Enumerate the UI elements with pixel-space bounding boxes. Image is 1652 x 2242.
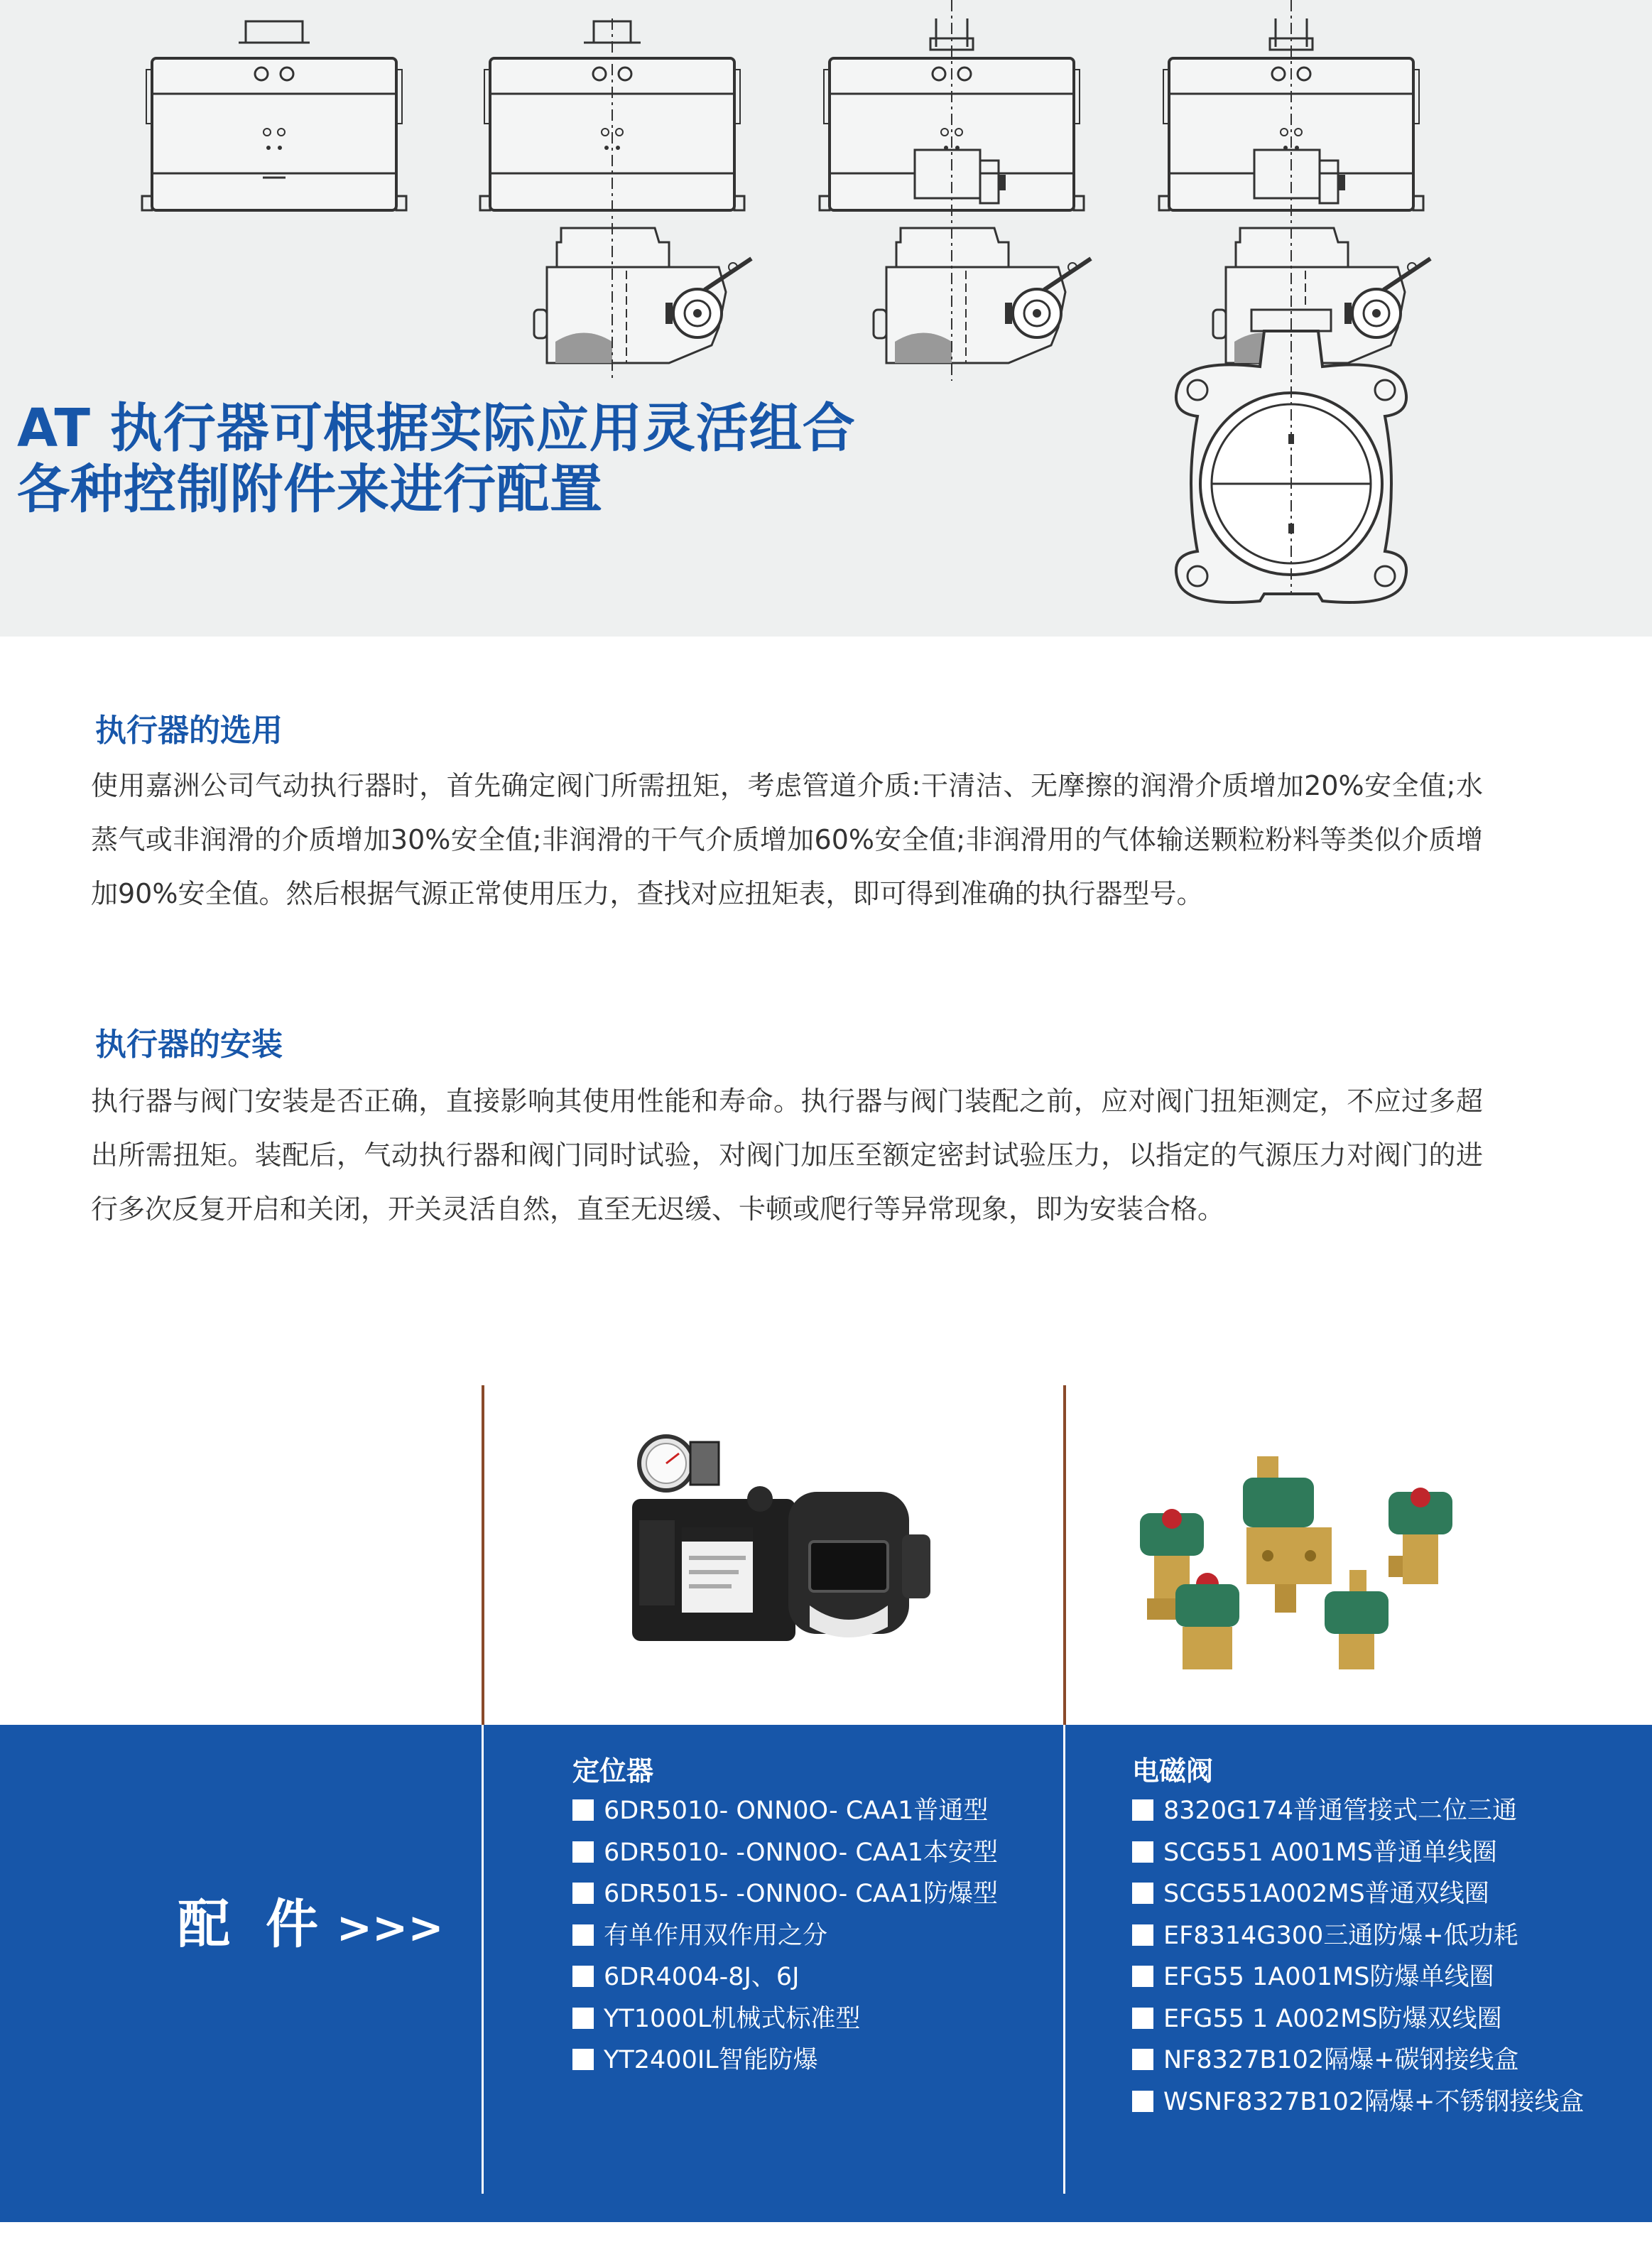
- list-item: [1132, 1790, 1584, 1832]
- accessories-arrows: >>>: [336, 1903, 444, 1953]
- list-item: [572, 1790, 998, 1832]
- list-item: [1132, 1998, 1584, 2040]
- actuator-drawing-2: [480, 18, 751, 381]
- list-item: [572, 1998, 998, 2040]
- bullet-square-icon: [1132, 2008, 1153, 2029]
- bullet-square-icon: [1132, 1841, 1153, 1863]
- list-item-text: NF8327B102隔爆+碳钢接线盒: [1163, 2046, 1519, 2074]
- list-item: [1132, 2081, 1584, 2123]
- actuator-drawing-4: [1159, 0, 1430, 602]
- actuator-drawing-3: [820, 0, 1091, 381]
- headline-line-1: AT 执行器可根据实际应用灵活组合: [17, 398, 856, 459]
- divider-left-band: [482, 1725, 484, 2194]
- list-item: [572, 1832, 998, 1874]
- section-body-selection: 使用嘉洲公司气动执行器时，首先确定阀门所需扭矩，考虑管道介质:干清洁、无摩擦的润滑介质增加20%安全值;水蒸气或非润滑的介质增加30%安全值;非润滑的干气介质增加60%安全值;非润滑用的气体输送颗粒粉料等类似介质增加90%安全值。然后根据气源正常使用压力，查找对应扭矩表，即可得到准确的执行器型号。: [91, 770, 1483, 909]
- accessories-label-char-1: 配: [178, 1894, 230, 1955]
- bullet-square-icon: [572, 1799, 594, 1821]
- list-item: [572, 1873, 998, 1915]
- list-item-text: EFG55 1A001MS防爆单线圈: [1163, 1963, 1494, 1991]
- list-item-text: 6DR5010- -ONN0O- CAA1本安型: [604, 1838, 998, 1867]
- list-item-text: SCG551 A001MS普通单线圈: [1163, 1838, 1497, 1867]
- list-item: [1132, 1915, 1584, 1957]
- list-item: [1132, 1873, 1584, 1915]
- actuator-drawing-1: [142, 21, 406, 210]
- list-item-text: SCG551A002MS普通双线圈: [1163, 1880, 1489, 1908]
- accessories-label: [178, 1883, 444, 1958]
- list-item: [572, 1956, 998, 1998]
- positioner-title: 定位器: [572, 1755, 654, 1787]
- list-item: [1132, 1832, 1584, 1874]
- headline: [17, 398, 856, 520]
- divider-right-band: [1063, 1725, 1065, 2194]
- list-item-text: 有单作用双作用之分: [604, 1921, 828, 1950]
- list-item-text: WSNF8327B102隔爆+不锈钢接线盒: [1163, 2087, 1585, 2116]
- section-body-installation: 执行器与阀门安装是否正确，直接影响其使用性能和寿命。执行器与阀门装配之前，应对阀门扭矩测定，不应过多超出所需扭矩。装配后，气动执行器和阀门同时试验，对阀门加压至额定密封试验压力，以指定的气源压力对阀门的进行多次反复开启和关闭，开关灵活自然，直至无迟缓、卡顿或爬行等异常现象，即为安装合格。: [91, 1085, 1483, 1225]
- list-item: [1132, 1956, 1584, 1998]
- solenoid-title: 电磁阀: [1132, 1755, 1214, 1787]
- section-title-installation: 执行器的安装: [95, 1027, 283, 1063]
- list-item-text: 6DR5015- -ONN0O- CAA1防爆型: [604, 1880, 998, 1908]
- bullet-square-icon: [572, 1924, 594, 1946]
- bullet-square-icon: [572, 1883, 594, 1904]
- section-title-selection: 执行器的选用: [95, 713, 283, 749]
- list-item-text: 6DR4004-8J、6J: [604, 1963, 800, 1991]
- actuator-drawings: [0, 0, 1652, 637]
- list-item-text: EF8314G300三通防爆+低功耗: [1163, 1921, 1518, 1950]
- bullet-square-icon: [572, 2008, 594, 2029]
- list-item-text: YT1000L机械式标准型: [604, 2004, 861, 2033]
- bullet-square-icon: [1132, 1799, 1153, 1821]
- solenoid-valves-photo: [1104, 1435, 1502, 1677]
- bullet-square-icon: [1132, 2049, 1153, 2070]
- list-item-text: YT2400IL智能防爆: [604, 2046, 818, 2074]
- list-item: [1132, 2040, 1584, 2081]
- bullet-square-icon: [1132, 1966, 1153, 1987]
- bullet-square-icon: [572, 1841, 594, 1863]
- solenoid-list: [1132, 1790, 1584, 2123]
- bullet-square-icon: [1132, 1883, 1153, 1904]
- headline-line-2: 各种控制附件来进行配置: [17, 459, 603, 520]
- bullet-square-icon: [572, 1966, 594, 1987]
- bullet-square-icon: [572, 2049, 594, 2070]
- bullet-square-icon: [1132, 2091, 1153, 2112]
- list-item: [572, 1915, 998, 1957]
- list-item-text: 8320G174普通管接式二位三通: [1163, 1797, 1517, 1825]
- accessories-label-char-2: 件: [266, 1894, 318, 1955]
- list-item: [572, 2040, 998, 2081]
- positioner-photo: [611, 1421, 938, 1662]
- positioner-list: [572, 1790, 998, 2081]
- list-item-text: 6DR5010- ONN0O- CAA1普通型: [604, 1797, 989, 1825]
- bullet-square-icon: [1132, 1924, 1153, 1946]
- list-item-text: EFG55 1 A002MS防爆双线圈: [1163, 2004, 1502, 2033]
